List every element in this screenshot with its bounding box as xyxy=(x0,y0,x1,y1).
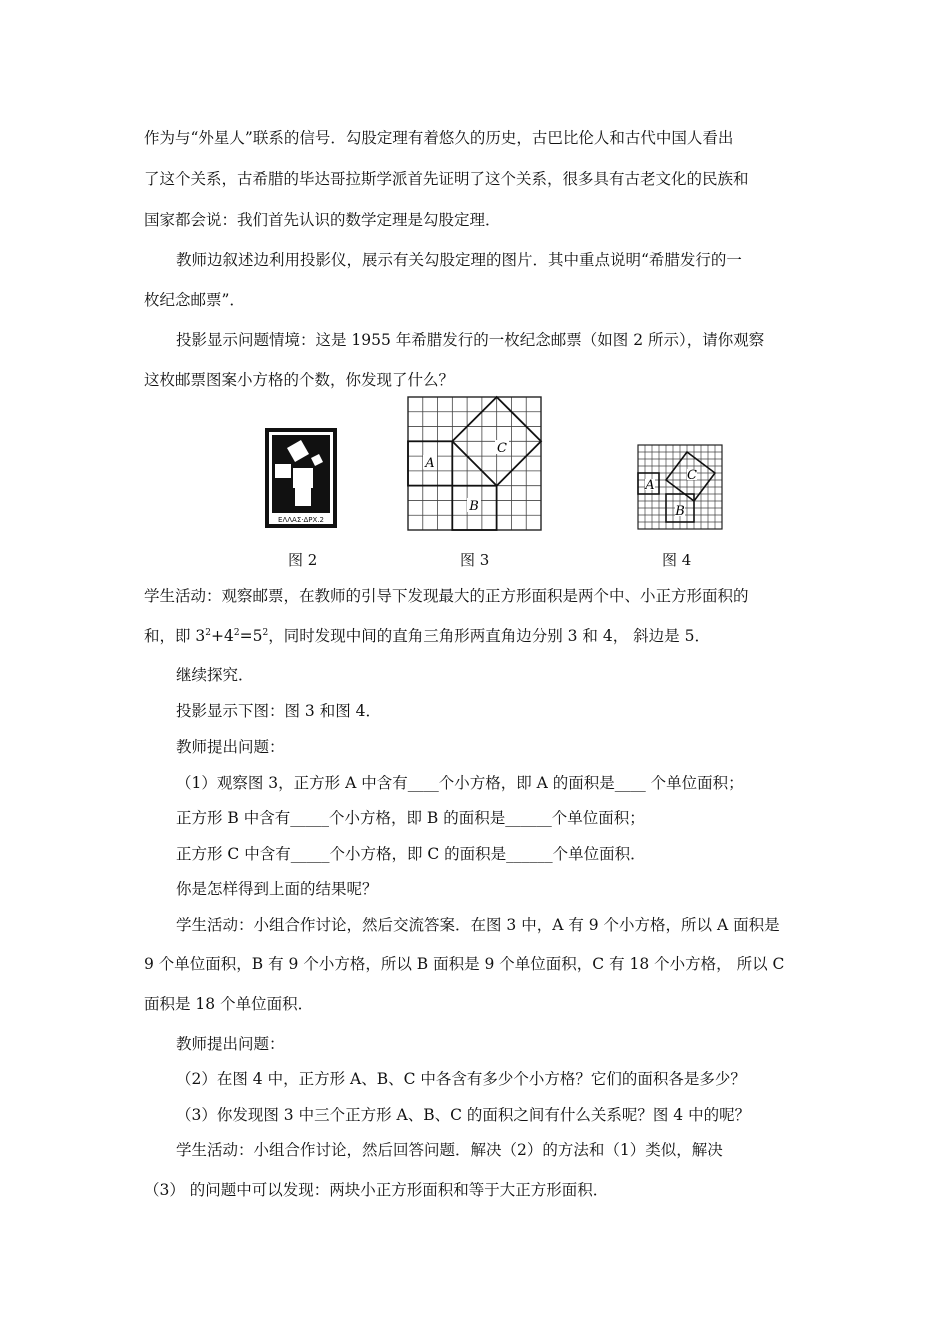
figure-2-stamp xyxy=(265,428,337,528)
text-line-9 xyxy=(144,626,710,646)
text-line-10: 继续探究． xyxy=(176,666,254,684)
label-c: C xyxy=(497,441,507,456)
text-line-11: 投影显示下图：图 3 和图 4． xyxy=(176,702,382,720)
label-b: B xyxy=(469,499,479,514)
text-line-3: 国家都会说：我们首先认识的数学定理是勾股定理． xyxy=(144,211,501,229)
figure-4-grid xyxy=(638,445,722,529)
text-line-6: 投影显示问题情境：这是 1955 年希腊发行的一枚纪念邮票（如图 2 所示），请你观察 xyxy=(176,331,765,349)
text-segment: +4 xyxy=(211,627,234,645)
text-line-12: 教师提出问题： xyxy=(176,738,285,756)
text-line-15: 正方形 C 中含有_____个小方格，即 C 的面积是______个单位面积． xyxy=(176,845,646,863)
text-line-24: （3） 的问题中可以发现：两块小正方形面积和等于大正方形面积． xyxy=(144,1181,609,1199)
text-line-20: 教师提出问题： xyxy=(176,1035,285,1053)
text-line-2: 了这个关系，古希腊的毕达哥拉斯学派首先证明了这个关系，很多具有古老文化的民族和 xyxy=(144,170,749,188)
text-line-8: 学生活动：观察邮票，在教师的引导下发现最大的正方形面积是两个中、小正方形面积的 xyxy=(144,587,749,605)
text-segment: =5 xyxy=(239,627,263,645)
text-line-18: 9 个单位面积，B 有 9 个小方格，所以 B 面积是 9 个单位面积，C 有 18 个小方格， 所以 C xyxy=(144,955,785,973)
superscript: 2 xyxy=(233,627,240,638)
superscript: 2 xyxy=(205,627,212,638)
label-b-small: B xyxy=(675,504,685,519)
text-line-22: （3）你发现图 3 中三个正方形 A、B、C 的面积之间有什么关系呢？图 4 中的呢？ xyxy=(176,1106,751,1124)
text-line-21: （2）在图 4 中，正方形 A、B、C 中各含有多少个小方格？它们的面积各是多少？ xyxy=(176,1070,746,1088)
text-line-4: 教师边叙述边利用投影仪，展示有关勾股定理的图片．其中重点说明“希腊发行的一 xyxy=(176,251,742,269)
text-line-14: 正方形 B 中含有_____个小方格，即 B 的面积是______个单位面积； xyxy=(176,809,645,827)
text-line-23: 学生活动：小组合作讨论，然后回答问题．解决（2）的方法和（1）类似，解决 xyxy=(176,1141,723,1159)
label-a-small: A xyxy=(645,478,655,493)
label-c-small: C xyxy=(687,468,697,483)
figure-3-grid xyxy=(408,397,541,530)
text-segment: 和，即 3 xyxy=(144,627,206,645)
caption-fig3: 图 3 xyxy=(460,551,490,569)
stamp-text: ΕΛΛΑΣ·ΔΡΧ.2 xyxy=(278,516,324,524)
text-line-5: 枚纪念邮票”． xyxy=(144,291,245,309)
text-segment: ，同时发现中间的直角三角形两直角边分别 3 和 4， 斜边是 5． xyxy=(268,627,710,645)
label-a: A xyxy=(425,456,435,471)
text-line-1: 作为与“外星人”联系的信号．勾股定理有着悠久的历史，古巴比伦人和古代中国人看出 xyxy=(144,129,734,147)
text-line-19: 面积是 18 个单位面积． xyxy=(144,995,314,1013)
text-line-16: 你是怎样得到上面的结果呢？ xyxy=(176,880,378,898)
caption-fig2: 图 2 xyxy=(288,551,318,569)
superscript: 2 xyxy=(262,627,269,638)
text-line-17: 学生活动：小组合作讨论，然后交流答案．在图 3 中，A 有 9 个小方格，所以 A 面积是 xyxy=(176,916,780,934)
caption-fig4: 图 4 xyxy=(662,551,692,569)
text-line-7: 这枚邮票图案小方格的个数，你发现了什么？ xyxy=(144,371,455,389)
text-line-13: （1）观察图 3，正方形 A 中含有____个小方格，即 A 的面积是____ 个单位面积； xyxy=(176,774,744,792)
